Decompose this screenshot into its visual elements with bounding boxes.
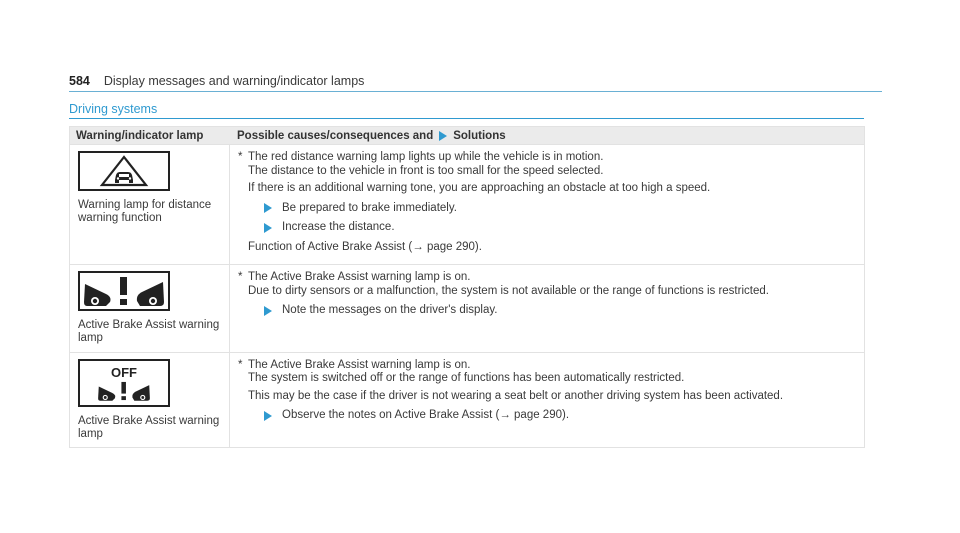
solution-step — [264, 409, 856, 423]
footnote-star: * — [238, 271, 243, 283]
causes-cell — [230, 353, 864, 447]
distance-warning-icon — [78, 151, 170, 191]
solution-text — [282, 409, 569, 423]
arrow-right-icon — [439, 131, 447, 141]
warning-cell — [70, 353, 230, 447]
arrow-right-icon — [264, 411, 272, 421]
lamp-name: Warning lamp for distance warning function — [78, 199, 212, 224]
reference-text: Observe the notes on Active Brake Assist ( — [282, 409, 500, 421]
reference-page-link[interactable]: page 290). — [426, 240, 482, 253]
warning-cell — [70, 265, 230, 352]
solution-step — [264, 304, 856, 318]
page-title: Display messages and warning/indicator lamps — [103, 74, 365, 88]
table-row — [70, 352, 864, 447]
column-header-solutions-label: Solutions — [453, 129, 506, 142]
cause-text: The red distance warning lamp lights up while the vehicle is in motion. — [248, 151, 604, 163]
arrow-right-icon — [264, 223, 272, 233]
cause-text: The Active Brake Assist warning lamp is on. — [248, 271, 471, 283]
column-header-causes-label: Possible causes/consequences and — [237, 129, 434, 142]
warning-lamp-table — [69, 126, 865, 448]
page-reference — [248, 241, 856, 255]
cause-block — [238, 271, 856, 298]
cause-text: If there is an additional warning tone, you are approaching an obstacle at too high a speed. — [248, 182, 711, 194]
arrow-right-icon — [264, 306, 272, 316]
solution-step — [264, 221, 856, 235]
arrow-right-icon — [264, 203, 272, 213]
page-header — [69, 74, 364, 90]
solution-step — [264, 202, 856, 216]
page-number: 584 — [69, 74, 90, 88]
cause-text: The Active Brake Assist warning lamp is on. — [248, 358, 471, 371]
footnote-star: * — [238, 151, 243, 163]
column-header-warning: Warning/indicator lamp — [76, 129, 204, 142]
column-header-causes — [230, 130, 864, 142]
cause-text: The system is switched off or the range of functions has been automatically restricted. — [248, 372, 685, 384]
reference-arrow-icon: → — [412, 240, 424, 253]
lamp-name: Active Brake Assist warning lamp — [78, 414, 220, 440]
header-divider — [69, 91, 882, 92]
solution-text: Be prepared to brake immediately. — [282, 201, 457, 214]
section-title: Driving systems — [69, 102, 158, 116]
cause-block — [238, 151, 856, 178]
active-brake-assist-icon — [78, 271, 170, 311]
warning-cell — [70, 145, 230, 264]
active-brake-assist-off-icon — [78, 359, 170, 407]
cause-text: The distance to the vehicle in front is too small for the speed selected. — [248, 164, 604, 177]
solution-text: Increase the distance. — [282, 221, 395, 233]
lamp-name: Active Brake Assist warning lamp — [78, 319, 220, 344]
cause-block — [238, 359, 856, 386]
reference-text: Function of Active Brake Assist ( — [248, 240, 413, 253]
footnote-star: * — [238, 358, 243, 371]
causes-cell — [230, 265, 864, 352]
lamp-off-label: OFF — [111, 364, 137, 380]
reference-page-link[interactable]: page 290). — [514, 409, 570, 421]
cause-text: Due to dirty sensors or a malfunction, the system is not available or the range of functions is restricted. — [248, 284, 769, 297]
reference-arrow-icon: → — [499, 409, 511, 421]
table-header — [70, 127, 864, 144]
table-row — [70, 264, 864, 352]
table-row — [70, 144, 864, 264]
cause-text: This may be the case if the driver is not wearing a seat belt or another driving system has been activated. — [248, 389, 784, 402]
section-divider — [69, 118, 864, 119]
solution-text: Note the messages on the driver's display. — [282, 304, 498, 316]
causes-cell — [230, 145, 864, 264]
